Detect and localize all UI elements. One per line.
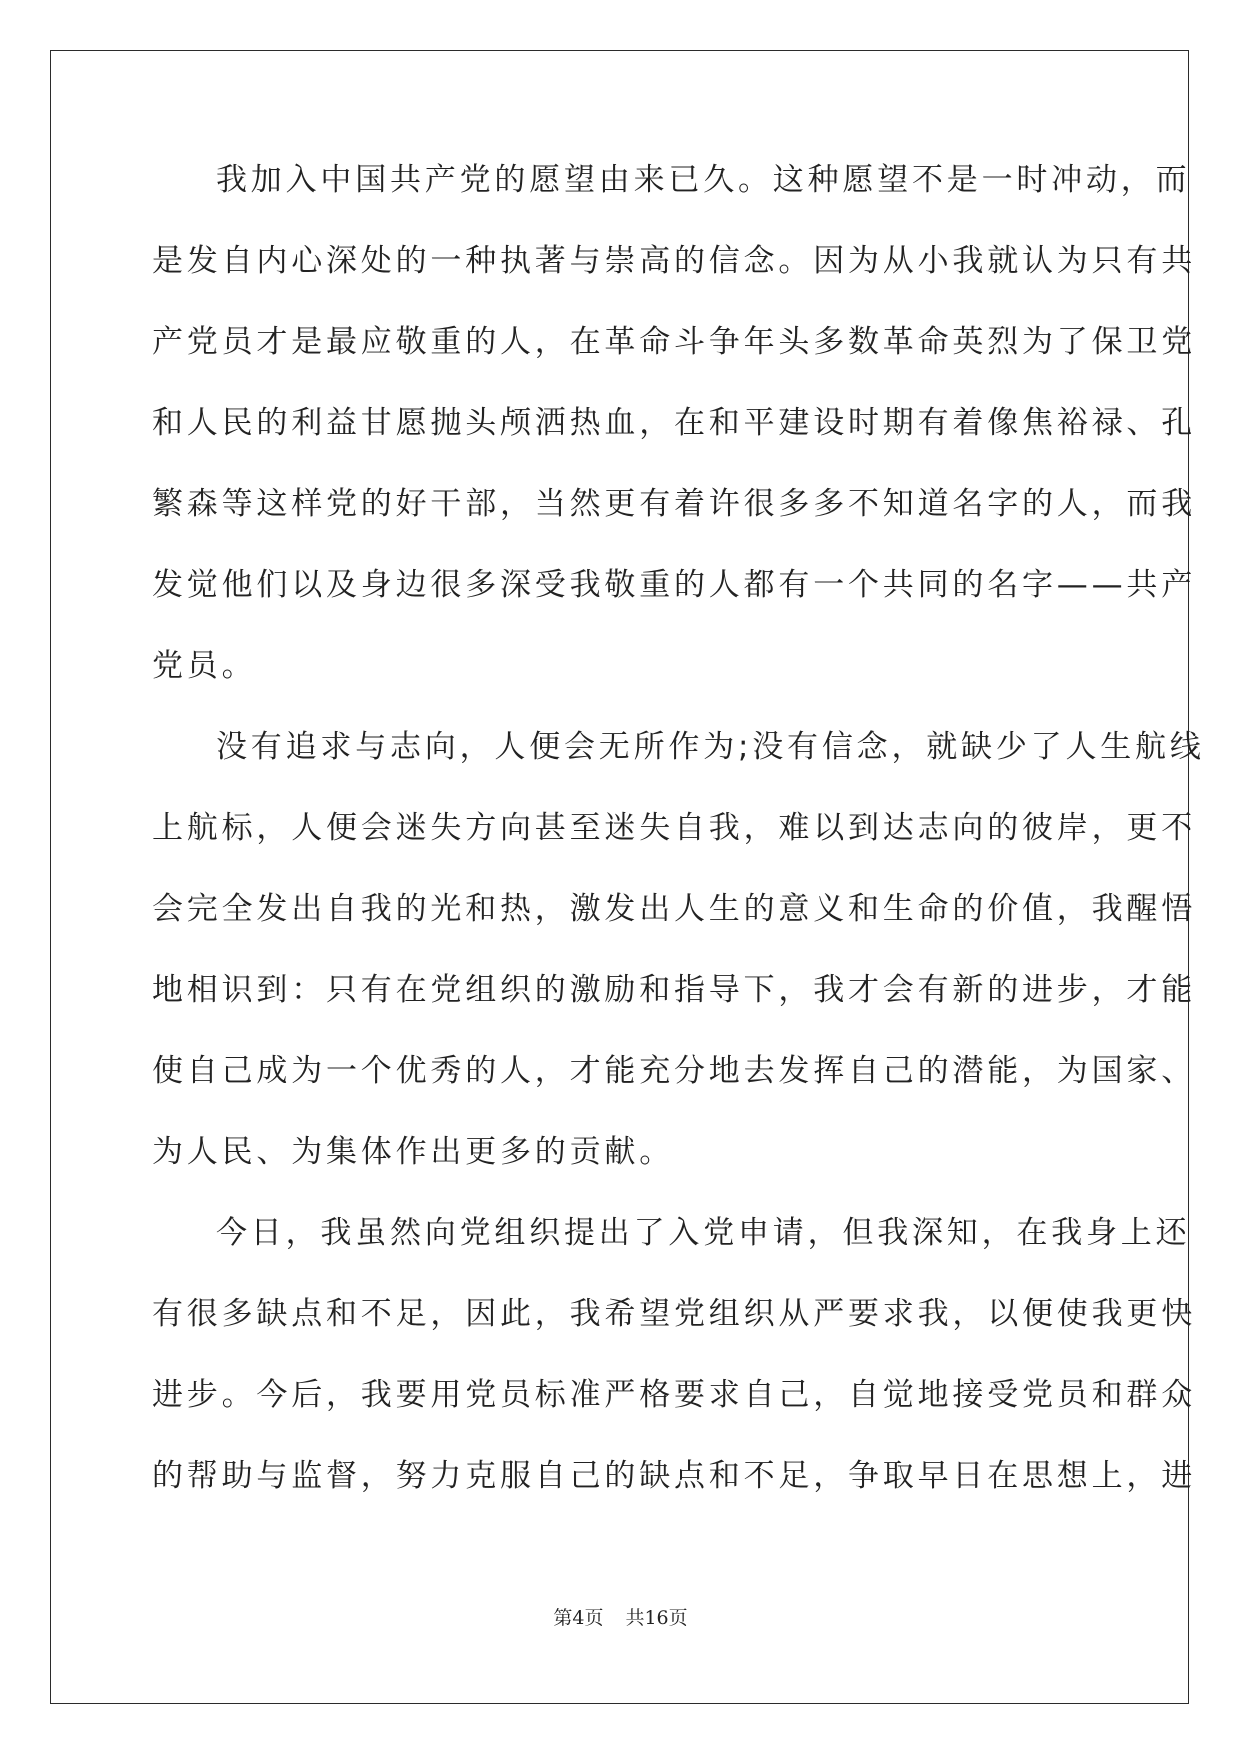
paragraph-3-line-1: 今日，我虽然向党组织提出了入党申请，但我深知，在我身上还 — [216, 1215, 1191, 1251]
paragraph-2-line-2: 上航标，人便会迷失方向甚至迷失自我，难以到达志向的彼岸，更不 — [152, 810, 1196, 846]
page-footer — [0, 1603, 1241, 1630]
paragraph-3-line-4: 的帮助与监督，努力克服自己的缺点和不足，争取早日在思想上，进 — [152, 1458, 1196, 1494]
paragraph-1-line-5: 繁森等这样党的好干部，当然更有着许很多多不知道名字的人，而我 — [152, 486, 1196, 522]
paragraph-1-line-4: 和人民的利益甘愿抛头颅洒热血，在和平建设时期有着像焦裕禄、孔 — [152, 405, 1196, 441]
paragraph-2-line-4: 地相识到：只有在党组织的激励和指导下，我才会有新的进步，才能 — [152, 972, 1196, 1008]
document-body — [152, 160, 1205, 1537]
paragraph-1-line-6: 发觉他们以及身边很多深受我敬重的人都有一个共同的名字——共产 — [152, 567, 1196, 603]
paragraph-2-line-6: 为人民、为集体作出更多的贡献。 — [152, 1134, 674, 1170]
paragraph-2-line-1: 没有追求与志向，人便会无所作为;没有信念，就缺少了人生航线 — [216, 729, 1205, 765]
paragraph-3-line-2: 有很多缺点和不足，因此，我希望党组织从严要求我，以便使我更快 — [152, 1296, 1196, 1332]
paragraph-1-line-7: 党员。 — [152, 648, 257, 684]
current-page-label: 第4页 — [553, 1607, 604, 1629]
paragraph-2-line-5: 使自己成为一个优秀的人，才能充分地去发挥自己的潜能，为国家、 — [152, 1053, 1196, 1089]
paragraph-1-line-2: 是发自内心深处的一种执著与崇高的信念。因为从小我就认为只有共 — [152, 243, 1196, 279]
paragraph-2-line-3: 会完全发出自我的光和热，激发出人生的意义和生命的价值，我醒悟 — [152, 891, 1196, 927]
paragraph-1-line-3: 产党员才是最应敬重的人，在革命斗争年头多数革命英烈为了保卫党 — [152, 324, 1196, 360]
total-pages-label: 共16页 — [625, 1607, 688, 1629]
paragraph-3-line-3: 进步。今后，我要用党员标准严格要求自己，自觉地接受党员和群众 — [152, 1377, 1196, 1413]
paragraph-1-line-1: 我加入中国共产党的愿望由来已久。这种愿望不是一时冲动，而 — [216, 162, 1191, 198]
